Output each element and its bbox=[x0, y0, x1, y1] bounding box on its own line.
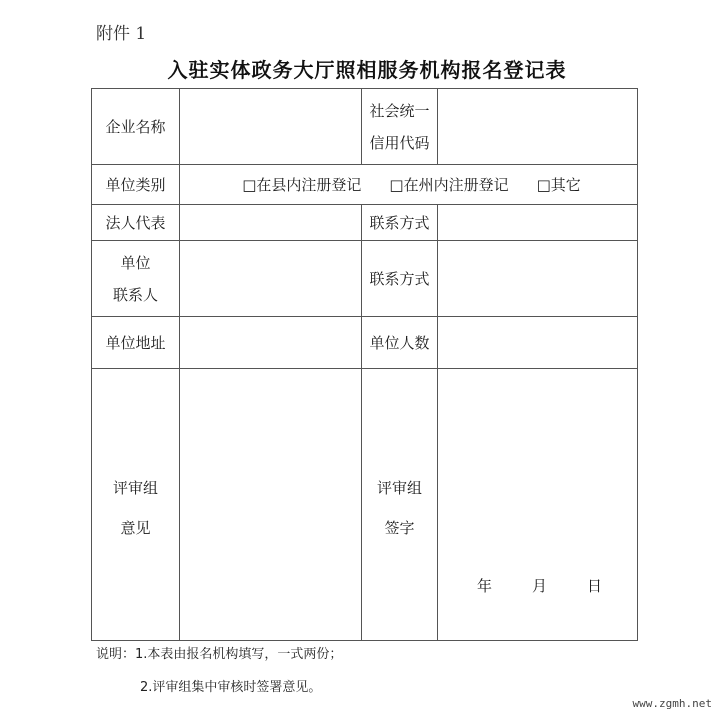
legal-rep-field[interactable] bbox=[180, 205, 362, 241]
date-month-label: 月 bbox=[531, 577, 547, 595]
credit-code-label-line1: 社会统一 bbox=[369, 101, 430, 120]
review-opinion-label bbox=[92, 369, 180, 641]
review-sign-label-line2: 签字 bbox=[384, 518, 415, 537]
form-title: 入驻实体政务大厅照相服务机构报名登记表 bbox=[167, 58, 567, 82]
category-option-county-checkbox[interactable]: □在县内注册登记 bbox=[242, 175, 362, 194]
unit-contact-label bbox=[92, 241, 180, 317]
contact-method-label: 联系方式 bbox=[362, 241, 438, 317]
row-legal-rep bbox=[92, 205, 638, 241]
attachment-label: 附件 1 bbox=[96, 24, 147, 44]
review-opinion-label-line1: 评审组 bbox=[112, 478, 158, 497]
credit-code-field[interactable] bbox=[438, 89, 638, 165]
review-opinion-field[interactable] bbox=[180, 369, 362, 641]
company-name-label: 企业名称 bbox=[92, 89, 180, 165]
unit-headcount-label: 单位人数 bbox=[362, 317, 438, 369]
sign-date bbox=[438, 577, 637, 595]
category-option-prefecture-checkbox[interactable]: □在州内注册登记 bbox=[389, 175, 509, 194]
date-year-label: 年 bbox=[476, 577, 492, 595]
note-line-1: 说明：1.本表由报名机构填写，一式两份； bbox=[96, 647, 343, 662]
contact-method-label: 联系方式 bbox=[362, 205, 438, 241]
unit-contact-label-line1: 单位 bbox=[120, 253, 151, 272]
unit-headcount-field[interactable] bbox=[438, 317, 638, 369]
row-company bbox=[92, 89, 638, 165]
legal-rep-contact-field[interactable] bbox=[438, 205, 638, 241]
credit-code-label bbox=[362, 89, 438, 165]
legal-rep-label: 法人代表 bbox=[92, 205, 180, 241]
watermark-text: www.zgmh.net bbox=[632, 697, 712, 710]
company-name-field[interactable] bbox=[180, 89, 362, 165]
row-review bbox=[92, 369, 638, 641]
review-sign-label bbox=[362, 369, 438, 641]
registration-form-table bbox=[91, 88, 638, 641]
unit-category-options bbox=[180, 165, 638, 205]
category-option-other-checkbox[interactable]: □其它 bbox=[536, 175, 581, 194]
review-sign-label-line1: 评审组 bbox=[376, 478, 422, 497]
date-day-label: 日 bbox=[587, 577, 603, 595]
row-unit-address bbox=[92, 317, 638, 369]
review-opinion-label-line2: 意见 bbox=[120, 518, 151, 537]
row-unit-category bbox=[92, 165, 638, 205]
unit-address-field[interactable] bbox=[180, 317, 362, 369]
credit-code-label-line2: 信用代码 bbox=[369, 133, 430, 152]
unit-contact-label-line2: 联系人 bbox=[112, 285, 158, 304]
row-unit-contact bbox=[92, 241, 638, 317]
review-sign-field[interactable] bbox=[438, 369, 638, 641]
note-line-2: 2.评审组集中审核时签署意见。 bbox=[140, 680, 322, 695]
unit-contact-method-field[interactable] bbox=[438, 241, 638, 317]
unit-address-label: 单位地址 bbox=[92, 317, 180, 369]
unit-category-label: 单位类别 bbox=[92, 165, 180, 205]
unit-contact-field[interactable] bbox=[180, 241, 362, 317]
